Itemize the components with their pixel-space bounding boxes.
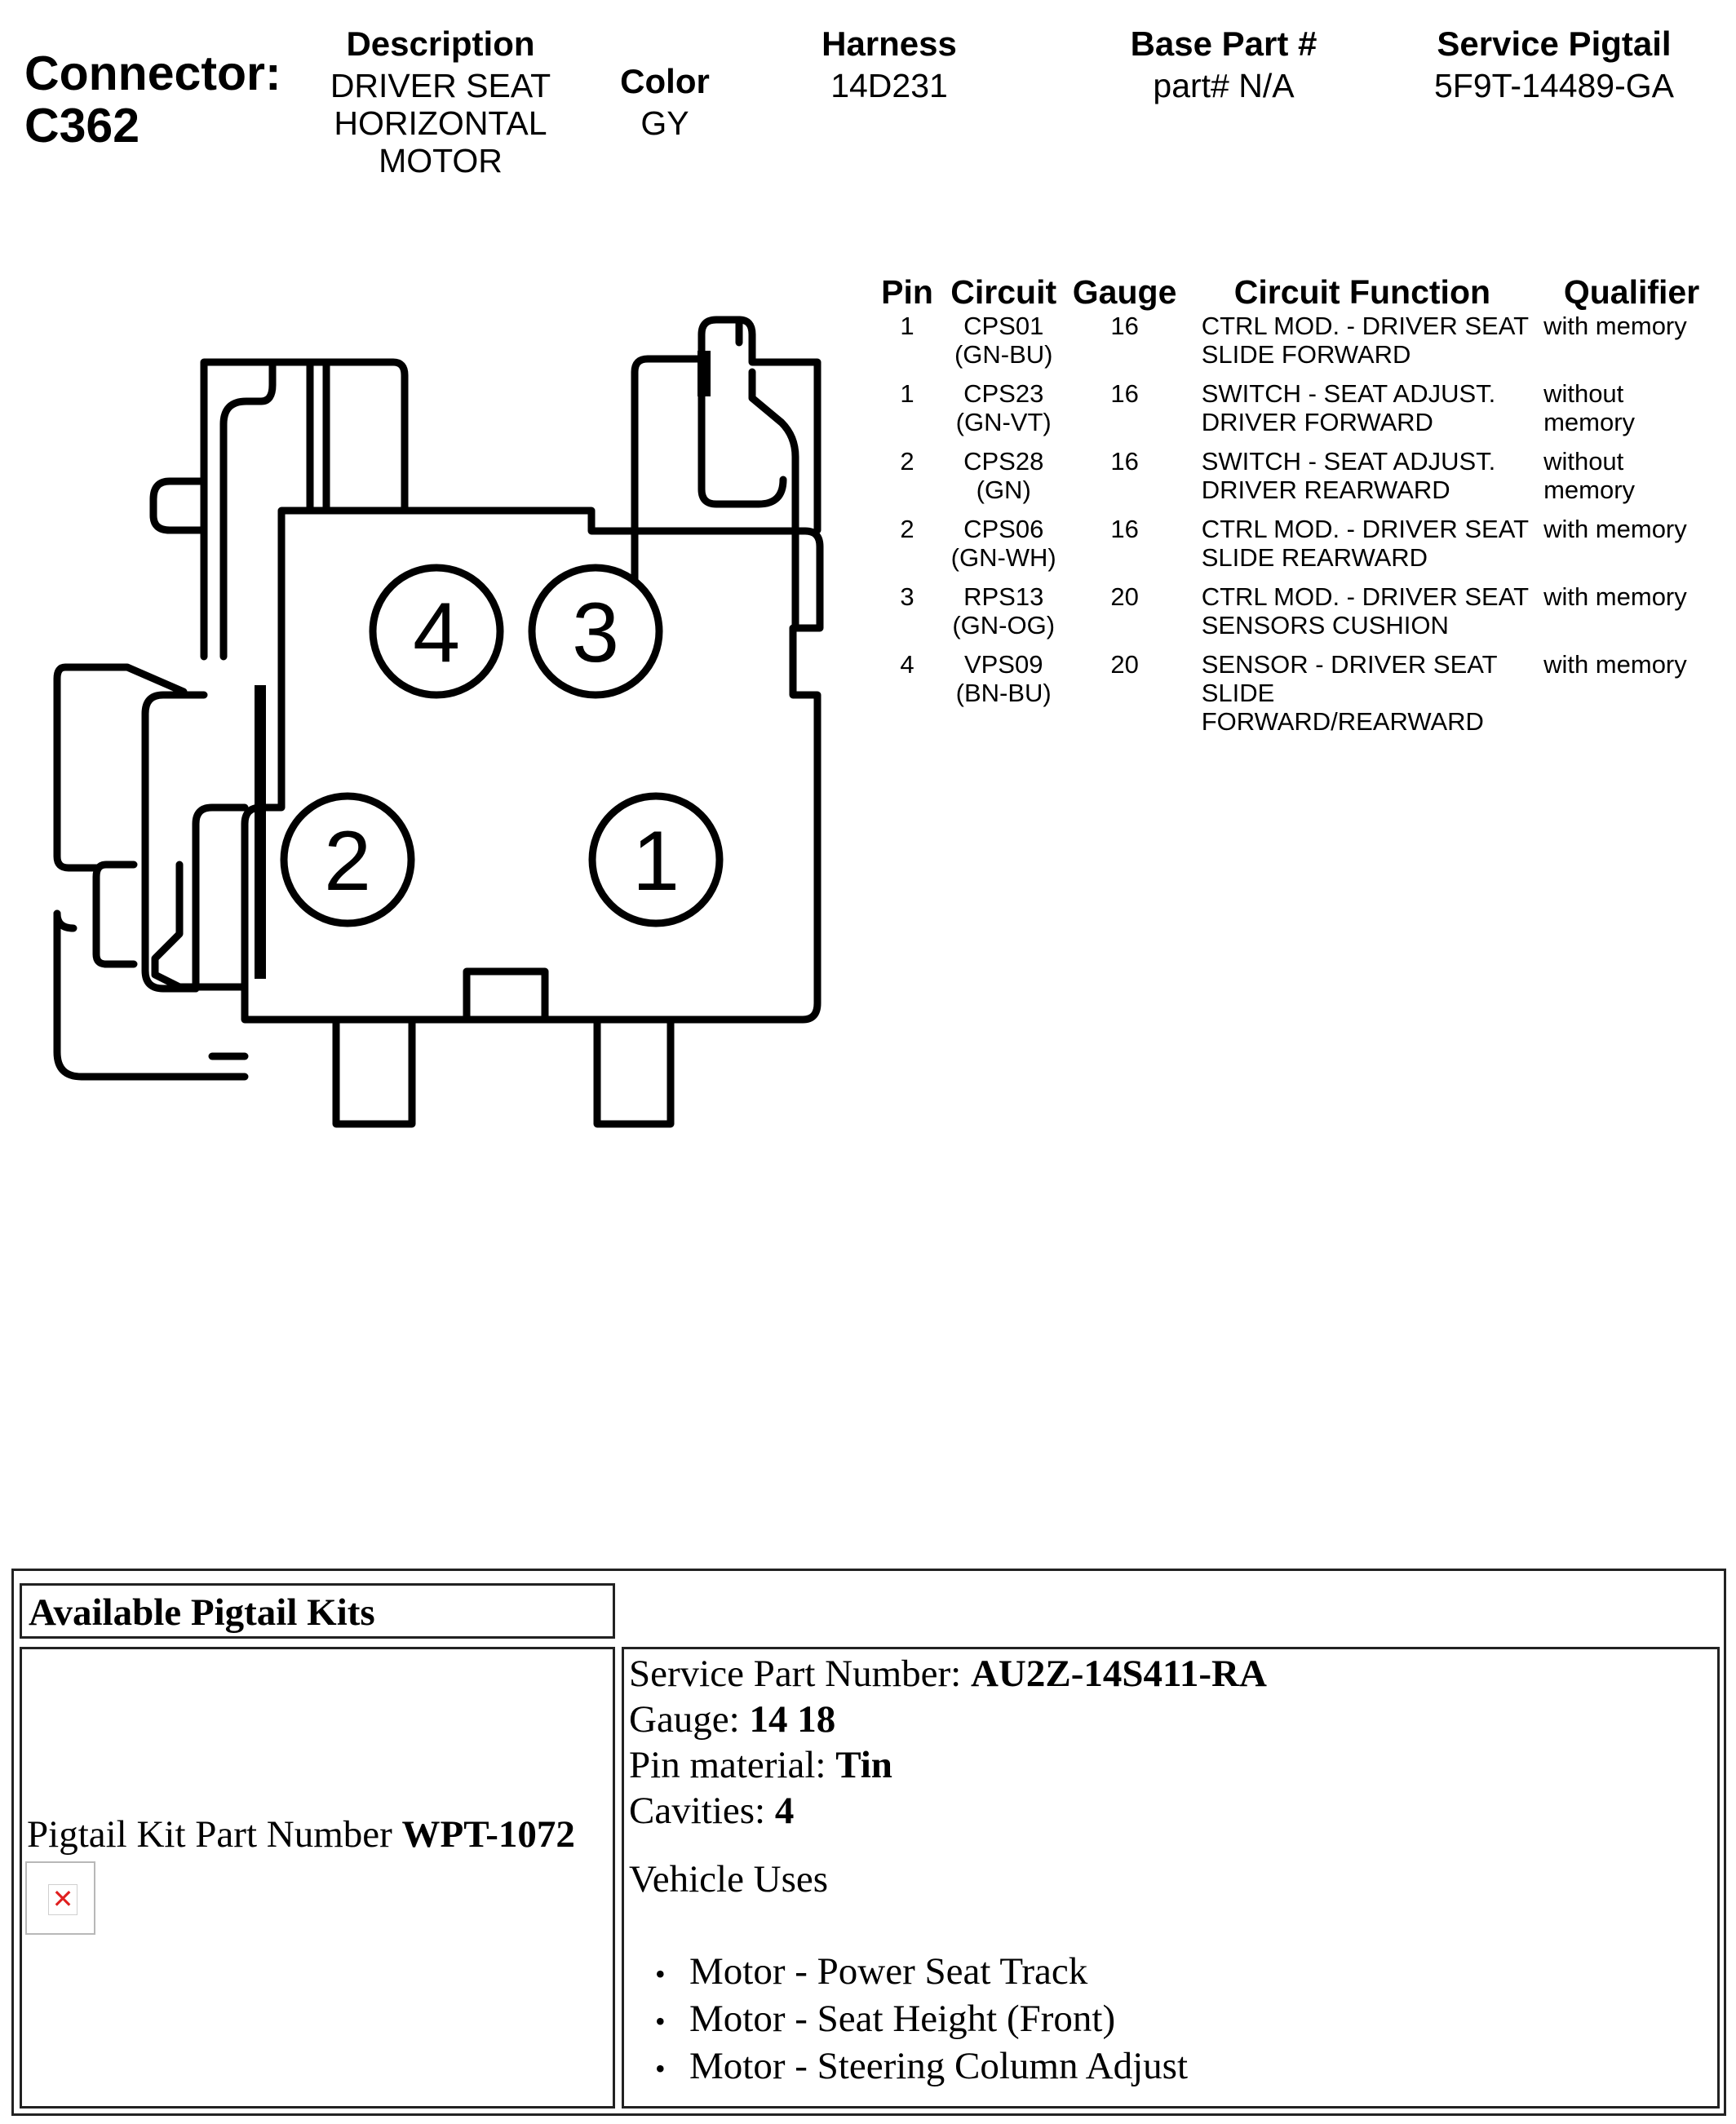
row-gauge: 16: [1110, 447, 1139, 476]
kit-number: WPT-1072: [401, 1813, 575, 1856]
qualifier-line-2: memory: [1543, 476, 1636, 504]
row-circuit: [943, 379, 1064, 447]
list-item: • Motor - Power Seat Track: [689, 1949, 1188, 1997]
connector-title: [24, 47, 281, 152]
header-qualifier: Qualifier: [1563, 273, 1700, 311]
pin-1-label: 1: [632, 814, 680, 909]
pigtail-kits-header: [20, 1583, 615, 1639]
service-pigtail-value: 5F9T-14489-GA: [1434, 67, 1674, 104]
pin-4-label: 4: [413, 586, 460, 680]
pin-2-label: 2: [324, 814, 371, 909]
row-gauge: 20: [1110, 650, 1139, 679]
function-line-2: SLIDE FORWARD: [1201, 340, 1411, 369]
qualifier-line-1: with memory: [1543, 515, 1687, 543]
qualifier-line-2: memory: [1543, 408, 1636, 436]
pin-table: [871, 266, 1720, 740]
function-line-2: DRIVER REARWARD: [1201, 476, 1450, 504]
row-gauge: 16: [1110, 312, 1139, 340]
description-line-1: DRIVER SEAT: [330, 67, 551, 104]
base-part-heading: Base Part #: [1130, 24, 1318, 63]
circuit-id: VPS09: [963, 650, 1043, 679]
row-circuit: [943, 650, 1064, 740]
row-function: [1185, 379, 1539, 447]
description-heading: Description: [346, 24, 535, 63]
row-pin: 3: [900, 582, 914, 611]
wire-color: (GN): [976, 476, 1031, 504]
cavities-value: 4: [774, 1790, 795, 1832]
list-item: • Motor - Seat Height (Front): [689, 1997, 1188, 2044]
header-circuit: Circuit: [950, 273, 1057, 311]
row-pin: 1: [900, 379, 914, 408]
wire-color: (GN-BU): [954, 340, 1053, 369]
circuit-id: CPS28: [963, 447, 1044, 476]
function-line-1: CTRL MOD. - DRIVER SEAT: [1201, 582, 1530, 611]
function-line-2: SENSORS CUSHION: [1201, 611, 1449, 639]
row-pin: 4: [900, 650, 914, 679]
service-part-value: AU2Z-14S411-RA: [970, 1653, 1267, 1695]
vehicle-uses-heading: Vehicle Uses: [629, 1858, 829, 1901]
circuit-id: CPS01: [963, 312, 1044, 340]
description-line-3: MOTOR: [379, 142, 503, 179]
function-line-1: SWITCH - SEAT ADJUST.: [1201, 447, 1496, 476]
vehicle-uses-list: [689, 1949, 1188, 2091]
circuit-id: RPS13: [963, 582, 1044, 611]
color-heading: Color: [620, 62, 710, 100]
cavities-label: Cavities:: [629, 1790, 775, 1832]
connector-label: Connector:: [24, 46, 281, 100]
row-function: [1185, 515, 1539, 582]
wire-color: (BN-BU): [955, 679, 1052, 707]
service-part-number: [629, 1651, 1267, 1697]
table-row: [871, 312, 1720, 379]
qualifier-line-1: with memory: [1543, 650, 1687, 679]
row-function: [1185, 582, 1539, 650]
header-pin: Pin: [881, 273, 933, 311]
list-item: • Motor - Steering Column Adjust: [689, 2044, 1188, 2091]
row-qualifier: [1539, 379, 1720, 447]
function-line-3: FORWARD/REARWARD: [1201, 707, 1484, 736]
wire-color: (GN-WH): [950, 543, 1056, 572]
left-nub: [153, 481, 204, 530]
bottom-tab-left: [336, 1020, 412, 1124]
pigtail-kits-title: Available Pigtail Kits: [29, 1591, 375, 1634]
row-circuit: [943, 515, 1064, 582]
wire-color: (GN-OG): [952, 611, 1056, 639]
pigtail-kit-part-number: [27, 1812, 575, 1856]
qualifier-line-1: without: [1543, 379, 1624, 408]
service-pigtail-column: [1403, 21, 1705, 104]
description-column: [294, 21, 587, 179]
row-pin: 1: [900, 312, 914, 340]
row-gauge: 20: [1110, 582, 1139, 611]
function-line-1: SWITCH - SEAT ADJUST.: [1201, 379, 1496, 408]
pigtail-kit-cell: [20, 1647, 615, 2109]
harness-column: [783, 21, 995, 104]
row-pin: 2: [900, 515, 914, 543]
qualifier-line-1: without: [1543, 447, 1624, 476]
header-gauge: Gauge: [1072, 273, 1177, 311]
function-line-2: SLIDE REARWARD: [1201, 543, 1428, 572]
broken-image-icon: ✕: [25, 1861, 95, 1935]
connector-body: [245, 511, 820, 1020]
row-function: [1185, 447, 1539, 515]
pin-material-label: Pin material:: [629, 1744, 836, 1786]
row-circuit: [943, 582, 1064, 650]
cavities: [629, 1788, 794, 1834]
service-part-label: Service Part Number:: [629, 1653, 971, 1695]
color-column: [587, 59, 742, 142]
row-circuit: [943, 312, 1064, 379]
row-gauge: 16: [1110, 379, 1139, 408]
wire-color: (GN-VT): [955, 408, 1052, 436]
harness-heading: Harness: [822, 24, 957, 63]
row-qualifier: [1539, 582, 1720, 650]
description-line-2: HORIZONTAL: [334, 104, 547, 142]
row-qualifier: [1539, 650, 1720, 740]
right-latch: [635, 320, 817, 628]
pin-material: [629, 1742, 892, 1788]
pigtail-kit-details: [622, 1647, 1720, 2109]
qualifier-line-1: with memory: [1543, 582, 1687, 611]
gauge-value: 14 18: [749, 1698, 836, 1741]
table-row: [871, 582, 1720, 650]
row-qualifier: [1539, 312, 1720, 379]
row-function: [1185, 312, 1539, 379]
base-part-column: [1093, 21, 1354, 104]
row-qualifier: [1539, 515, 1720, 582]
function-line-2: DRIVER FORWARD: [1201, 408, 1433, 436]
pin-3-label: 3: [572, 586, 619, 680]
row-gauge: 16: [1110, 515, 1139, 543]
header-function: Circuit Function: [1233, 273, 1491, 311]
color-value: GY: [640, 104, 689, 142]
function-line-1: CTRL MOD. - DRIVER SEAT: [1201, 312, 1530, 340]
table-row: [871, 515, 1720, 582]
qualifier-line-1: with memory: [1543, 312, 1687, 340]
table-row: [871, 650, 1720, 740]
circuit-id: CPS23: [963, 379, 1044, 408]
circuit-id: CPS06: [963, 515, 1044, 543]
pin-table-header: [871, 266, 1720, 312]
row-function: [1185, 650, 1539, 740]
row-qualifier: [1539, 447, 1720, 515]
connector-diagram: [49, 302, 832, 1150]
kit-gauge: [629, 1697, 835, 1742]
service-pigtail-heading: Service Pigtail: [1437, 24, 1672, 63]
bottom-tab-right: [597, 1020, 671, 1124]
row-circuit: [943, 447, 1064, 515]
gauge-label: Gauge:: [629, 1698, 750, 1741]
function-line-1: SENSOR - DRIVER SEAT: [1201, 650, 1498, 679]
bottom-notch: [467, 971, 545, 1020]
connector-id: C362: [24, 99, 140, 153]
pin-material-value: Tin: [835, 1744, 892, 1786]
row-pin: 2: [900, 447, 914, 476]
table-row: [871, 379, 1720, 447]
function-line-1: CTRL MOD. - DRIVER SEAT: [1201, 515, 1530, 543]
base-part-value: part# N/A: [1153, 67, 1295, 104]
harness-value: 14D231: [830, 67, 948, 104]
function-line-2: SLIDE: [1201, 679, 1275, 707]
kit-label: Pigtail Kit Part Number: [27, 1813, 402, 1856]
table-row: [871, 447, 1720, 515]
